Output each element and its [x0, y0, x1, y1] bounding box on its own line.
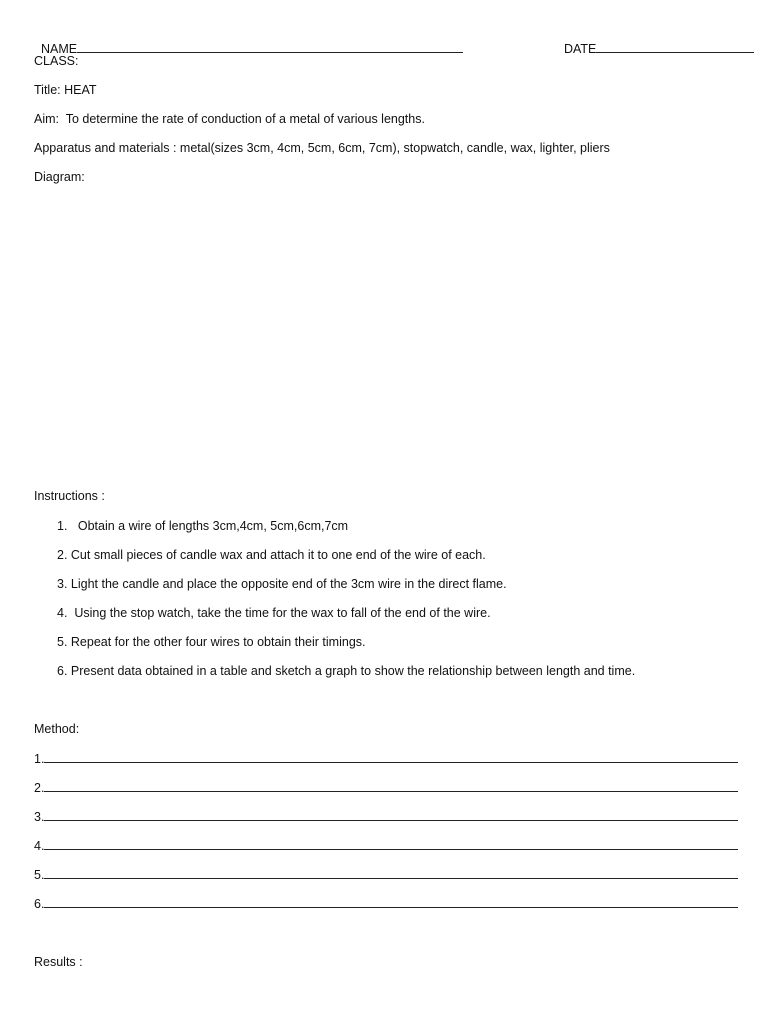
aim-line: Aim: To determine the rate of conduction of a metal of various lengths. [34, 112, 425, 126]
method-line-2[interactable] [34, 780, 738, 796]
diagram-label: Diagram: [34, 170, 85, 184]
instruction-item-2: 2. Cut small pieces of candle wax and attach it to one end of the wire of each. [57, 548, 486, 562]
method-blank-4[interactable] [44, 838, 738, 850]
instruction-item-1: 1. Obtain a wire of lengths 3cm,4cm, 5cm,6cm,7cm [57, 519, 349, 533]
method-number-5: 5. [34, 868, 45, 882]
date-row [557, 24, 754, 57]
method-line-6[interactable] [34, 896, 738, 912]
method-number-1: 1. [34, 752, 45, 766]
instruction-item-3: 3. Light the candle and place the opposite end of the 3cm wire in the direct flame. [57, 577, 507, 591]
name-blank[interactable] [77, 40, 463, 53]
instruction-item-6: 6. Present data obtained in a table and sketch a graph to show the relationship between length and time. [57, 664, 636, 678]
method-heading: Method: [34, 722, 80, 736]
method-line-5[interactable] [34, 867, 738, 883]
diagram-space[interactable] [34, 196, 734, 476]
results-label: Results : [34, 955, 83, 969]
method-number-4: 4. [34, 839, 45, 853]
method-number-3: 3. [34, 810, 45, 824]
method-line-3[interactable] [34, 809, 738, 825]
method-blank-5[interactable] [44, 867, 738, 879]
method-line-4[interactable] [34, 838, 738, 854]
date-blank[interactable] [596, 40, 754, 53]
method-blank-3[interactable] [44, 809, 738, 821]
class-label: CLASS: [34, 54, 79, 68]
name-label: NAME [40, 42, 78, 56]
method-line-1[interactable] [34, 751, 738, 767]
method-number-6: 6. [34, 897, 45, 911]
method-blank-6[interactable] [44, 896, 738, 908]
method-blank-2[interactable] [44, 780, 738, 792]
instruction-item-4: 4. Using the stop watch, take the time for the wax to fall of the end of the wire. [57, 606, 491, 620]
apparatus-line: Apparatus and materials : metal(sizes 3cm, 4cm, 5cm, 6cm, 7cm), stopwatch, candle, wax, lighter, pliers [34, 141, 610, 155]
date-label: DATE [563, 42, 597, 56]
title-line: Title: HEAT [34, 83, 97, 97]
name-row [34, 24, 463, 57]
instruction-item-5: 5. Repeat for the other four wires to obtain their timings. [57, 635, 366, 649]
method-blank-1[interactable] [44, 751, 738, 763]
method-number-2: 2. [34, 781, 45, 795]
instructions-heading: Instructions : [34, 489, 105, 503]
